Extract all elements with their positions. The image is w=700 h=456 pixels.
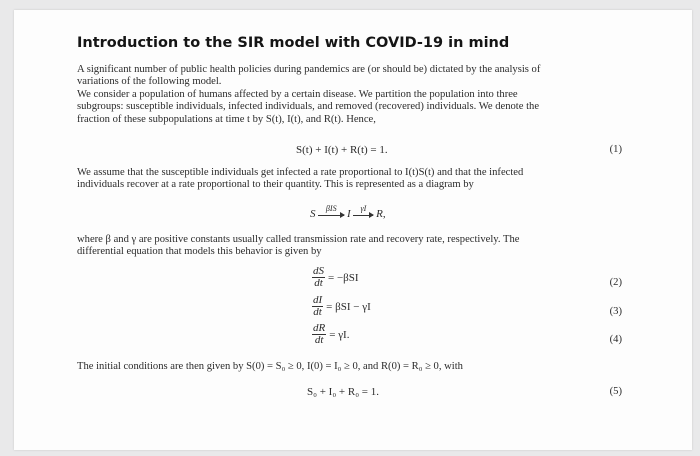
equation-1: S(t) + I(t) + R(t) = 1. <box>296 144 388 156</box>
transmission-arrow <box>318 203 344 216</box>
text-line: individuals recover at a rate proportional to their quantity. This is represented as a diagram by <box>77 179 474 191</box>
text-line: We consider a population of humans affected by a certain disease. We partition the population into three <box>77 88 518 100</box>
diagram-s: S <box>310 208 316 220</box>
fraction-denominator: dt <box>313 306 322 318</box>
equation-number-1: (1) <box>609 144 622 155</box>
diagram-r: R, <box>376 208 386 220</box>
equation-4 <box>312 323 349 346</box>
paragraph-initial-conditions <box>77 361 625 373</box>
text-line: We assume that the susceptible individuals get infected a rate proportional to I(t)S(t) and that the infected <box>77 167 524 178</box>
equation-number-3: (3) <box>609 306 622 317</box>
text-line: where β and γ are positive constants usually called transmission rate and recovery rate, respectively. The <box>77 234 520 245</box>
fraction-denominator: dt <box>314 277 323 289</box>
equation-3 <box>312 295 371 318</box>
arrow-label-transmission: βIS <box>325 203 337 213</box>
text-line: A significant number of public health policies during pandemics are (or should be) dictated by the analysis of <box>77 64 541 75</box>
diagram-i: I <box>347 208 351 220</box>
equation-number-2: (2) <box>609 277 622 288</box>
paragraph-assumption <box>77 167 625 192</box>
equation-rhs: = −βSI <box>328 271 359 284</box>
arrow-label-recovery: γI <box>360 203 367 213</box>
fraction-numerator: dS <box>313 265 324 277</box>
sir-diagram <box>310 203 386 220</box>
fraction-numerator: dR <box>313 322 326 334</box>
equation-number-4: (4) <box>609 334 622 345</box>
paragraph-where <box>77 234 625 259</box>
paragraph-intro <box>77 64 625 126</box>
fraction-denominator: dt <box>314 334 324 346</box>
page-title: Introduction to the SIR model with COVID-19 in mind <box>77 35 510 51</box>
equation-rhs: = βSI − γI <box>326 300 371 313</box>
text-line: fraction of these subpopulations at time t by S(t), I(t), and R(t). Hence, <box>77 113 376 125</box>
equation-rhs: = γI. <box>329 328 350 341</box>
document-page <box>14 10 692 450</box>
equation-number-5: (5) <box>609 386 622 397</box>
recovery-arrow <box>353 203 373 216</box>
text-line: variations of the following model. <box>77 76 222 88</box>
equation-5: S₀ + I₀ + R₀ = 1. <box>307 386 379 398</box>
text-line: differential equation that models this behavior is given by <box>77 246 322 258</box>
equation-2 <box>312 266 359 289</box>
text-line: The initial conditions are then given by S(0) = S₀ ≥ 0, I(0) = I₀ ≥ 0, and R(0) = R₀ ≥ 0, with <box>77 361 463 372</box>
text-line: subgroups: susceptible individuals, infected individuals, and removed (recovered) individuals. We denote the <box>77 101 540 113</box>
fraction-numerator: dI <box>313 294 323 306</box>
